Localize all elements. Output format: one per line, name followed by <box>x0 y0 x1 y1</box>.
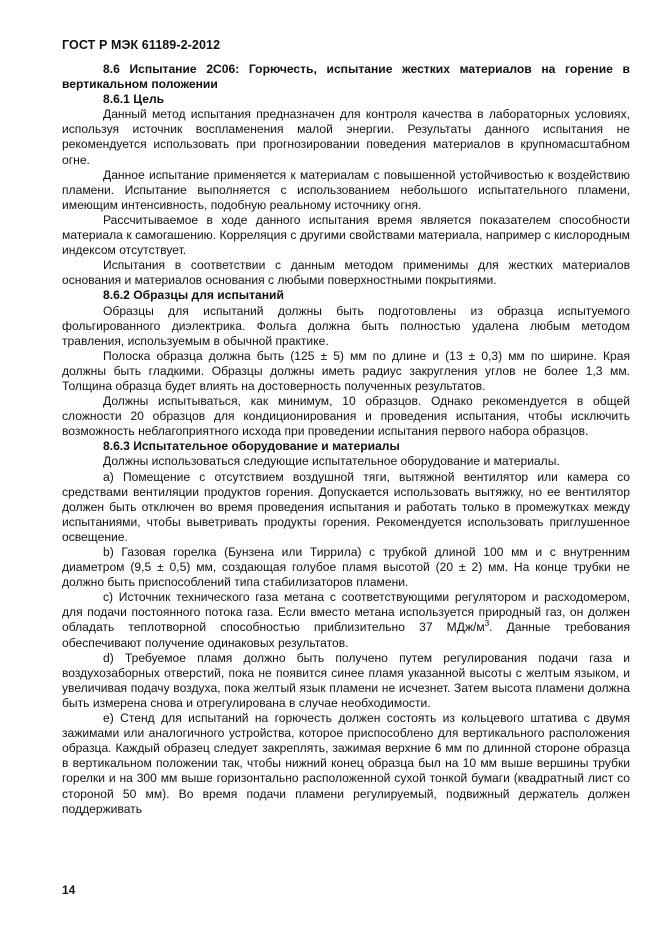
subsection-heading-8-6-1: 8.6.1 Цель <box>103 92 165 107</box>
subsection-heading-8-6-3: 8.6.3 Испытательное оборудование и материалы <box>103 439 400 454</box>
list-item-d: d) Требуемое пламя должно быть получено путем регулирования подачи газа и воздухозаборных отверстий, пока не появится синее пламя указанной высоты с желтым языком, и увеличивая подачу воздуха, пока желтый язык пламени не исчезнет. Затем высота пламени должна быть измерена снова и отрегулирована в случае необходимости. <box>62 650 630 710</box>
paragraph: Рассчитываемое в ходе данного испытания время является показателем способности материала к самогашению. Корреляция с другими свойствами материала, например с кислородным индексом отсутствует. <box>62 212 630 258</box>
document-header: ГОСТ Р МЭК 61189-2-2012 <box>62 38 221 52</box>
paragraph: Полоска образца должна быть (125 ± 5) мм по длине и (13 ± 0,3) мм по ширине. Края должны быть гладкими. Образцы должны иметь радиус закругления углов не более 1,3 мм. Толщина образца будет влиять на достоверность полученных результатов. <box>62 348 630 393</box>
superscript-exponent: 3 <box>484 619 490 629</box>
paragraph: Образцы для испытаний должны быть подготовлены из образца испытуемого фольгированного диэлектрика. Фольга должна быть полностью удалена любым методом травления, используемым в обычной практике. <box>62 303 630 348</box>
paragraph: Данный метод испытания предназначен для контроля качества в лабораторных условиях, используя источник воспламенения малой энергии. Результаты данного испытания не рекомендуется использовать при прогнозировании поведения материалов в крупномасштабном огне. <box>62 107 630 167</box>
list-item-a: а) Помещение с отсутствием воздушной тяги, вытяжной вентилятор или камера со средствами вентиляции продуктов горения. Допускается использовать вытяжку, но ее вентилятор должен быть отключен во время проведения испытания и работать только в промежутках между испытаниями, чтобы выветривать продукты горения. Рекомендуется использовать приглушенное освещение. <box>62 469 630 544</box>
page-number: 14 <box>62 883 76 897</box>
list-item-b: b) Газовая горелка (Бунзена или Тиррила) с трубкой длиной 100 мм и с внутренним диаметром (9,5 ± 0,5) мм, создающая голубое пламя высотой (20 ± 2) мм. На конце трубки не должно быть приспособлений типа стабилизаторов пламени. <box>62 545 630 590</box>
list-item-c-tail: . Данные требования обеспечивают получение одинаковых результатов. <box>62 620 630 650</box>
paragraph: Данное испытание применяется к материалам с повышенной устойчивостью к воздействию пламени. Испытание выполняется с использованием небольшого испытательного пламени, имеющим интенсивность, подобную реальному источнику огня. <box>62 167 630 212</box>
section-heading-8-6: 8.6 Испытание 2С06: Горючесть, испытание жестких материалов на горение в вертикальном положении <box>62 62 630 92</box>
list-item-c-text: с) Источник технического газа метана с соответствующими регулятором и расходомером, для подачи постоянного потока газа. Если вместо метана используется природный газ, он должен обладать теплотворной способностью приблизительно 37 МДж/м <box>62 590 630 635</box>
list-item-c <box>62 590 630 650</box>
paragraph: Должны использоваться следующие испытательное оборудование и материалы. <box>103 454 560 469</box>
subsection-heading-8-6-2: 8.6.2 Образцы для испытаний <box>103 288 284 303</box>
list-item-e: е) Стенд для испытаний на горючесть должен состоять из кольцевого штатива с двумя зажимами или аналогичного устройства, которое приспособлено для вертикального расположения образца. Каждый образец следует закреплять, зажимая верхние 6 мм по длинной стороне образца в вертикальном положении так, чтобы нижний конец образца был на 10 мм выше вершины трубки горелки и на 300 мм выше горизонтально расположенной сухой тонкой бумаги (квадратный лист со стороной 50 мм). Во время подачи пламени регулируемый, подвижный держатель должен поддерживать <box>62 711 630 816</box>
document-body <box>62 62 630 817</box>
paragraph: Испытания в соответствии с данным методом применимы для жестких материалов основания и материалов основания с любыми поверхностными покрытиями. <box>62 258 630 288</box>
paragraph: Должны испытываться, как минимум, 10 образцов. Однако рекомендуется в общей сложности 20 образцов для кондиционирования и проведения испытания, чтобы исключить возможность неблагоприятного исхода при проведении испытания первого набора образцов. <box>62 394 630 439</box>
